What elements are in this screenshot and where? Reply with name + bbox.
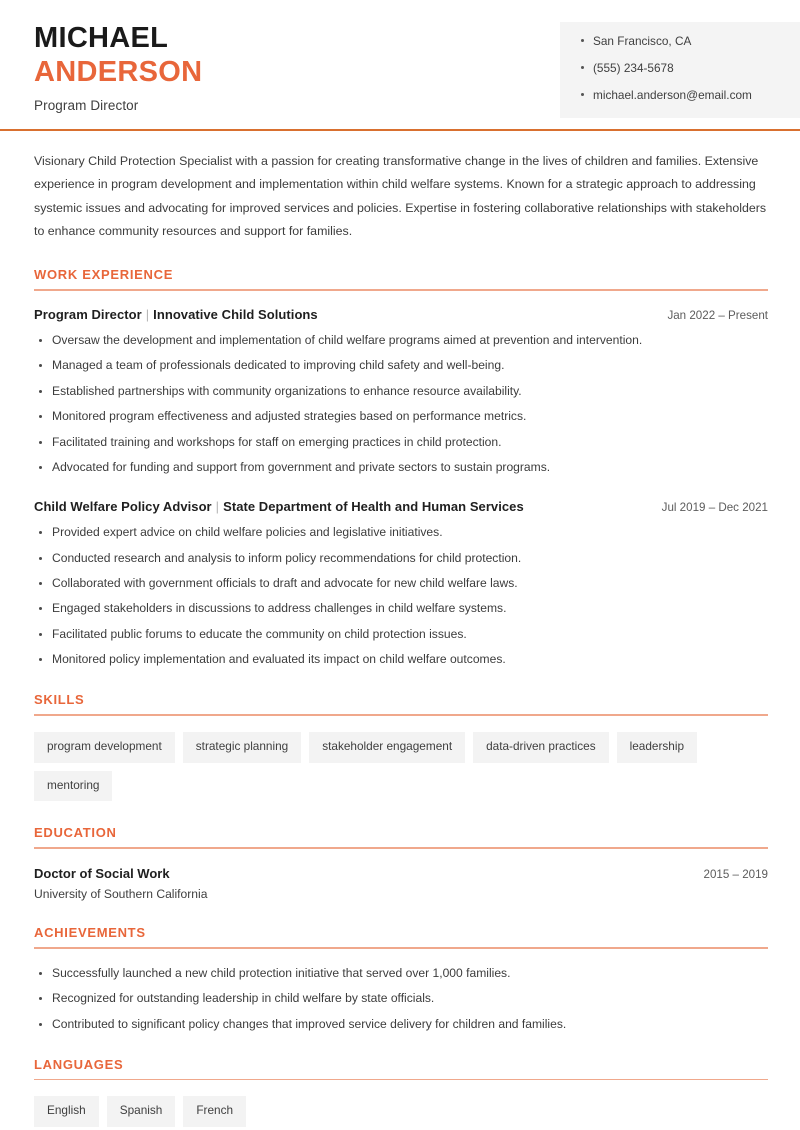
section-divider <box>34 1079 768 1081</box>
resume-header <box>0 0 800 131</box>
section-divider <box>34 714 768 716</box>
experience-date: Jan 2022 – Present <box>667 308 768 322</box>
section-education <box>34 825 768 901</box>
list-item: Monitored program effectiveness and adjusted strategies based on performance metrics. <box>34 409 768 425</box>
list-item: Facilitated training and workshops for staff on emerging practices in child protection. <box>34 435 768 451</box>
section-title-work-experience: WORK EXPERIENCE <box>34 267 174 283</box>
experience-heading <box>34 499 524 514</box>
title-company-separator: | <box>215 499 220 515</box>
list-item: Engaged stakeholders in discussions to address challenges in child welfare systems. <box>34 601 768 617</box>
experience-bullet-list <box>34 525 768 668</box>
section-title-education: EDUCATION <box>34 825 117 841</box>
experience-entry <box>34 307 768 476</box>
professional-summary: Visionary Child Protection Specialist with a passion for creating transformative change in the lives of children and families. Extensive experience in program development and implementation within child welfare systems. Known for a strategic approach to addressing systemic issues and advocating for improved services and policies. Expertise in fostering collaborative relationships with stakeholders to enhance community resources and support for families. <box>34 154 767 238</box>
section-title-languages: LANGUAGES <box>34 1056 124 1072</box>
education-school: University of Southern California <box>34 887 208 902</box>
list-item: Collaborated with government officials to draft and advocate for new child welfare laws. <box>34 576 768 592</box>
language-tag: Spanish <box>107 1096 176 1127</box>
section-title-achievements: ACHIEVEMENTS <box>34 925 146 941</box>
section-divider <box>34 847 768 849</box>
identity-block <box>0 0 202 113</box>
education-date: 2015 – 2019 <box>703 868 768 882</box>
experience-bullet-list <box>34 333 768 476</box>
section-divider <box>34 947 768 949</box>
list-item: Facilitated public forums to educate the community on child protection issues. <box>34 627 768 643</box>
experience-entry <box>34 499 768 668</box>
language-tag: French <box>183 1096 246 1127</box>
list-item: Provided expert advice on child welfare policies and legislative initiatives. <box>34 525 768 541</box>
section-achievements <box>34 925 768 1032</box>
languages-tag-list <box>34 1096 768 1127</box>
list-item: Successfully launched a new child protection initiative that served over 1,000 families. <box>34 966 768 982</box>
list-item: Monitored policy implementation and evaluated its impact on child welfare outcomes. <box>34 652 768 668</box>
education-degree: Doctor of Social Work <box>34 866 170 882</box>
resume-body <box>0 150 800 1127</box>
section-title-skills: SKILLS <box>34 692 85 708</box>
list-item: Recognized for outstanding leadership in child welfare by state officials. <box>34 991 768 1007</box>
title-company-separator: | <box>145 306 150 322</box>
skill-tag: data-driven practices <box>473 732 609 763</box>
full-name <box>34 22 202 89</box>
list-item: Advocated for funding and support from government and private sectors to sustain programs. <box>34 460 768 476</box>
job-title: Program Director <box>34 98 139 114</box>
list-item: Managed a team of professionals dedicated to improving child safety and well-being. <box>34 358 768 374</box>
skill-tag: strategic planning <box>183 732 301 763</box>
list-item: Established partnerships with community organizations to enhance resource availability. <box>34 384 768 400</box>
contact-panel <box>560 22 800 118</box>
list-item: Oversaw the development and implementation of child welfare programs aimed at prevention and intervention. <box>34 333 768 349</box>
contact-phone[interactable]: (555) 234-5678 <box>580 61 800 75</box>
experience-heading <box>34 307 318 322</box>
header-divider <box>0 129 800 131</box>
section-work-experience <box>34 267 768 668</box>
section-languages <box>34 1057 768 1127</box>
section-skills <box>34 692 768 801</box>
list-item: Conducted research and analysis to inform policy recommendations for child protection. <box>34 551 768 567</box>
language-tag: English <box>34 1096 99 1127</box>
experience-title: Program Director <box>34 306 142 322</box>
contact-location: San Francisco, CA <box>580 34 800 48</box>
education-entry <box>34 866 768 901</box>
section-divider <box>34 289 768 291</box>
experience-title: Child Welfare Policy Advisor <box>34 499 212 515</box>
skill-tag: program development <box>34 732 175 763</box>
skills-tag-list <box>34 732 768 802</box>
experience-company: State Department of Health and Human Services <box>223 499 524 515</box>
first-name: MICHAEL <box>34 22 169 54</box>
achievements-list <box>34 966 768 1033</box>
experience-company: Innovative Child Solutions <box>153 306 318 322</box>
contact-email[interactable]: michael.anderson@email.com <box>580 88 800 102</box>
list-item: Contributed to significant policy changes that improved service delivery for children and families. <box>34 1017 768 1033</box>
skill-tag: stakeholder engagement <box>309 732 465 763</box>
experience-date: Jul 2019 – Dec 2021 <box>661 501 768 515</box>
skill-tag: mentoring <box>34 771 112 802</box>
last-name: ANDERSON <box>34 55 203 88</box>
skill-tag: leadership <box>617 732 697 763</box>
